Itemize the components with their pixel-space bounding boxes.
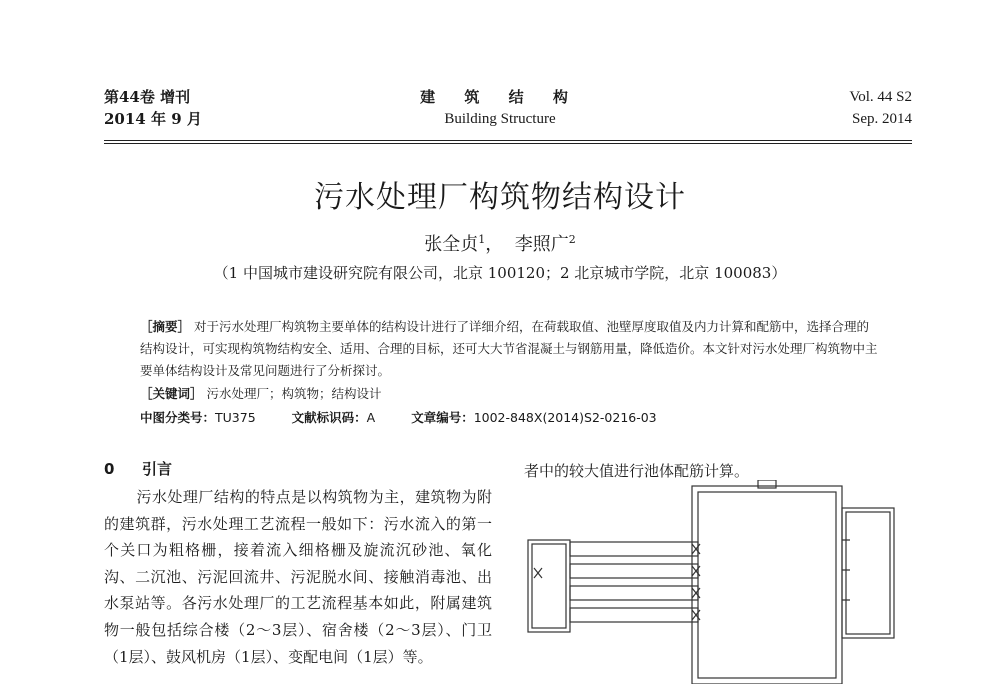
article-number-label: 文章编号：	[411, 410, 474, 425]
author-2: 李照广	[514, 234, 569, 255]
section-title: 引言	[142, 460, 173, 478]
valve-1	[692, 544, 700, 554]
author-1-affil: 1	[478, 233, 486, 246]
keywords-text: 污水处理厂；构筑物；结构设计	[206, 386, 382, 401]
classification-line	[140, 408, 657, 426]
pool-plan-figure	[524, 480, 896, 684]
intro-paragraph	[104, 484, 492, 670]
intro-paragraph-text: 污水处理厂结构的特点是以构筑物为主，建筑物为附的建筑群，污水处理工艺流程一般如下：污水流入的第一个关口为粗格栅，接着流入细格栅及旋流沉砂池、氧化沟、二沉池、污泥回流井、污泥脱水间、接触消毒池、出水泵站等。各污水处理厂的工艺流程基本如此，附属建筑物一般包括综合楼（2～3层）、宿舍楼（2～3层）、门卫（1层）、鼓风机房（1层）、变配电间（1层）等。	[104, 488, 492, 666]
volume-line: 第44卷 增刊	[104, 88, 191, 106]
volume-en-line: Vol. 44 S2	[849, 89, 912, 105]
valve-3	[692, 588, 700, 598]
doc-code-value: A	[366, 410, 376, 425]
date-en-line: Sep. 2014	[852, 111, 912, 127]
inlet-pipe	[758, 480, 776, 488]
valve-2	[692, 566, 700, 576]
abstract-text: 对于污水处理厂构筑物主要单体的结构设计进行了详细介绍，在荷载取值、池壁厚度取值及内力计算和配筋中，选择合理的结构设计，可实现构筑物结构安全、适用、合理的目标，还可大大节省混凝土与钢筋用量，降低造价。本文针对污水处理厂构筑物中主要单体结构设计及常见问题进行了分析探讨。	[140, 319, 878, 378]
date-line: 2014 年 9 月	[104, 110, 202, 128]
section-heading	[104, 458, 172, 479]
channel-2	[570, 564, 698, 578]
abstract	[140, 316, 880, 382]
header-rule-top	[104, 140, 912, 141]
left-chamber	[528, 540, 570, 632]
valve-left	[534, 568, 542, 578]
right-chamber-inner	[846, 512, 890, 634]
journal-name-en: Building Structure	[444, 111, 556, 127]
channel-3	[570, 586, 698, 600]
keywords	[140, 384, 382, 402]
author-2-affil: 2	[568, 233, 576, 246]
right-chamber	[842, 508, 894, 638]
section-number: 0	[104, 460, 115, 478]
right-column-text: 者中的较大值进行池体配筋计算。	[524, 462, 750, 480]
left-chamber-inner	[532, 544, 566, 628]
affiliations: （1 中国城市建设研究院有限公司，北京 100120；2 北京城市学院，北京 100083）	[213, 264, 787, 282]
abstract-label: ［摘要］	[140, 319, 191, 334]
main-tank-outline	[692, 486, 842, 684]
keywords-label: ［关键词］	[140, 386, 203, 401]
valve-4	[692, 610, 700, 620]
channel-1	[570, 542, 698, 556]
header-rule-bottom	[104, 143, 912, 144]
clc-label: 中图分类号：	[140, 410, 216, 425]
channel-4	[570, 608, 698, 622]
journal-name-cn: 建 筑 结 构	[420, 88, 580, 106]
journal-volume-en	[849, 86, 912, 130]
doc-code-label: 文献标识码：	[291, 410, 367, 425]
paper-title: 污水处理厂构筑物结构设计	[314, 180, 686, 215]
author-separator: ，	[485, 234, 504, 255]
article-number-value: 1002-848X(2014)S2-0216-03	[473, 410, 657, 425]
author-line	[0, 230, 1000, 256]
author-1: 张全贞	[424, 234, 479, 255]
clc-value: TU375	[215, 410, 256, 425]
main-tank-inner	[698, 492, 836, 678]
